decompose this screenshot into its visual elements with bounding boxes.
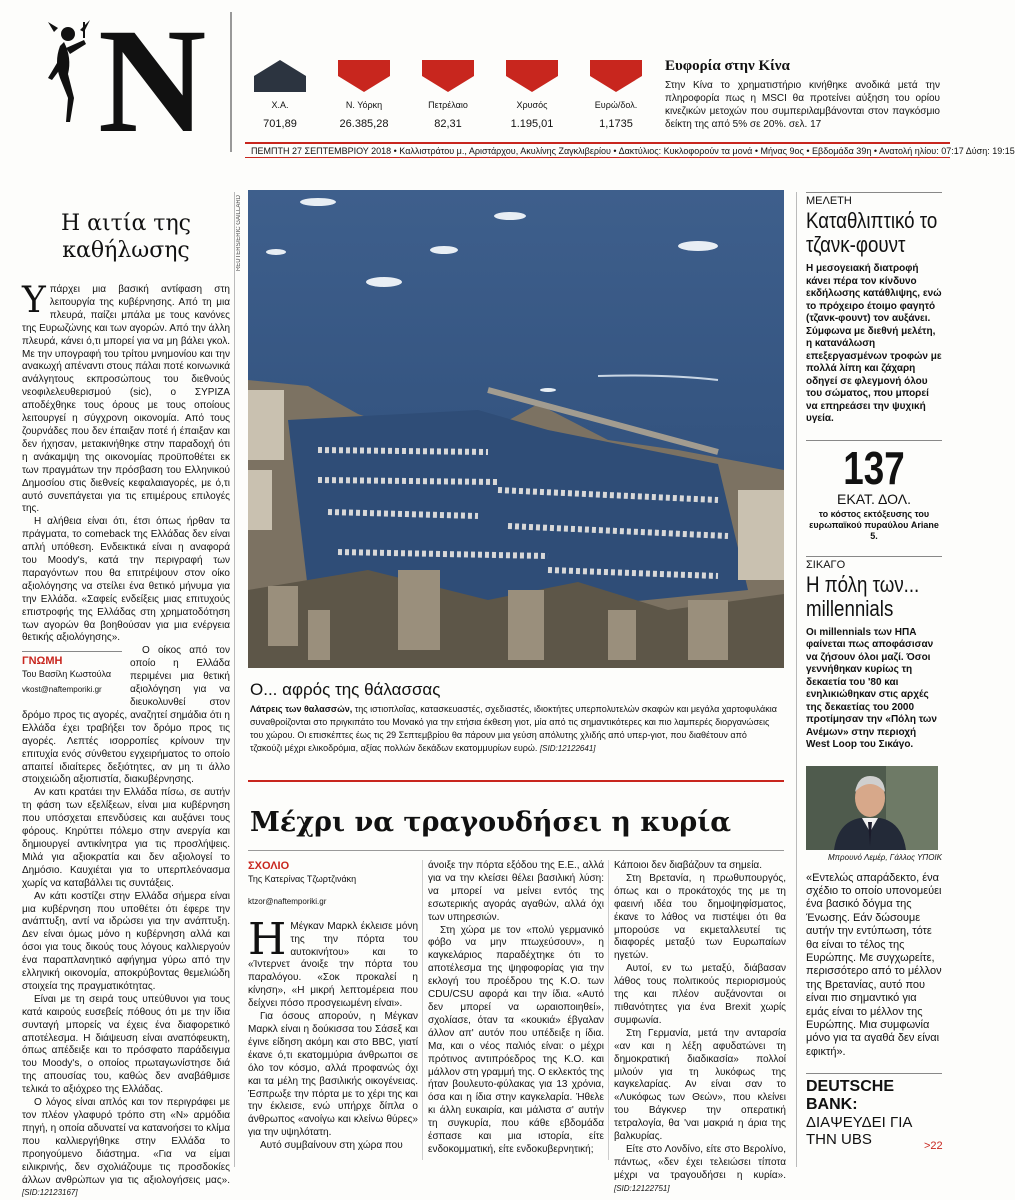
hermes-figure-icon <box>44 18 94 128</box>
brief-kicker: ΣΙΚΑΓΟ <box>806 556 942 571</box>
logo-letter: N <box>98 0 207 164</box>
deutsche-bank-subtitle: ΔΙΑΨΕΥΔΕΙ ΓΙΑ ΤΗΝ UBS <box>806 1114 912 1149</box>
page-reference-link[interactable]: >22 <box>924 1140 943 1152</box>
story-paragraph: Στη Βρετανία, η πρωθυπουργός, όπως και ο προκάτοχός της με τη φαεινή ιδέα του δημοψηφίσματος, έκανε το λάθος να πιστέψει ότι θα μπορούσε να εκμεταλλευτεί τις διαφορές μεταξύ των Ευρωπαίων ηγετών. <box>614 872 786 962</box>
section-divider <box>248 780 784 782</box>
story-id: [SID:12122641] <box>539 744 596 753</box>
story-paragraph: Για όσους απορούν, η Μέγκαν Μαρκλ είναι η δούκισσα του Σάσεξ και έγινε είδηση ακόμη και στο BBC, γιατί έκανε ό,τι εκατομμύρια άνθρωποι σε όλο τον κόσμο, αλλά προφανώς όχι και τα μέλη της βασιλικής οικογένειας. Έσπρωξε την πόρτα με το χέρι της και την έκλεισε, ενώ υπήρχε δίπλα ο άνθρωπος «ανοίγω και κλείνω θύρες» για την υψηλότατη. <box>248 1011 418 1139</box>
drop-cap: Η <box>248 913 287 965</box>
editorial-column <box>22 192 230 1200</box>
ticker-label: Χρυσός <box>516 100 548 110</box>
big-number: 137 <box>843 441 905 494</box>
right-sidebar <box>806 192 942 1148</box>
story-column-2 <box>428 860 604 1157</box>
story-id: [SID:12122751] <box>614 1183 670 1193</box>
ticker-value: 701,89 <box>263 118 297 130</box>
quote-text: «Εντελώς απαράδεκτο, ένα σχέδιο το οποίο υπονομεύει ένα βασικό δόγμα της Ένωσης. Εάν δώσουμε αυτήν την εντύπωση, τότε θα είναι το τέλος της Ευρώπης. Με συγχωρείτε, περισσότερο από το μέλλον της Βρετανίας, αυτό που είναι πιο σημαντικό για εμάς είναι το μέλλον της Ευρώπης. Μια συμφωνία μόνο για τα αγαθά δεν είναι εφικτή». <box>806 871 942 1058</box>
byline <box>22 651 122 697</box>
editorial-paragraph: Η αλήθεια είναι ότι, έτσι όπως ήρθαν τα πράγματα, το comeback της Ελλάδας δεν είναι απλή υπόθεση. Ενδεικτικά είναι η αναφορά του Moody's, κατά την περιγραφή των παραγόντων που θα επιτρέψουν στον οίκο αξιολόγησης να στείλει ένα θετικό μήνυμα για την Ελλάδα. «Σαφείς ενδείξεις μιας επιτυχούς επιστροφής της Ελλάδας στη χρηματοδότηση των αγορών θα βοηθούσαν για μια ενέργεια θετικής αξιολόγησης». <box>22 516 230 644</box>
ticker-item <box>497 60 567 130</box>
masthead <box>40 0 940 164</box>
story-author: Της Κατερίνας Τζωρτζινάκη <box>248 873 357 884</box>
story-paragraph: Μέγκαν Μαρκλ έκλεισε μόνη της την πόρτα του αυτοκινήτου» και το «Ίντερνετ άνοιξε την πόρτα του παραλόγου. «Σοκ προκαλεί η κίνηση», «Η μικρή λεπτομέρεια που δείχνει πόσο προσγειωμένη είναι». <box>248 920 418 1010</box>
story-paragraph: Αυτό συμβαίνουν στη χώρα που <box>260 1140 403 1152</box>
person-portrait-icon <box>806 766 938 850</box>
dateline: ΠΕΜΠΤΗ 27 ΣΕΠΤΕΜΒΡΙΟΥ 2018 • Καλλιστράτου μ., Αριστάρχου, Ακυλίνης Ζαγκλιβερίου • Δακτύλιος: Κυκλοφορούν τα μονά • Μήνας 9ος • Εβδομάδα 39η • Ανατολή ηλίου: 07:17 Δύση: 19:15 <box>245 142 950 158</box>
caption-lead: Λάτρεις των θαλασσών, <box>250 704 353 714</box>
editorial-paragraph: Είναι με τη σειρά τους υπεύθυνοι για τους κατά καιρούς ευσεβείς πόθους ότι με την ίδια συνταγή μπορείς να έχεις ένα διαφορετικό αποτέλεσμα. Η διάψευση είναι αναπόφευκτη, όπως απέδειξε και το πρόσφατο παράδειγμα του Moody's, ο οποίος πρωταγωνίστησε διά της απουσίας του, καθώς δεν αναβάθμισε τελικά το αξιόχρεο της Ελλάδας. <box>22 993 230 1096</box>
ticker-label: Χ.Α. <box>271 100 289 110</box>
story-id: [SID:12123167] <box>22 1188 78 1198</box>
editorial-paragraph: Ο οίκος από τον οποίο η Ελλάδα περιμένει μια θετική αξιολόγηση για να διευκολυνθεί στον δρόμο προς τις αγορές, αναζητεί σημάδια ότι η Ελλάδα έχει τραβήξει τον δρόμο προς τις αγορές. Λεπτές ισορροπίες κρίνουν την επιτυχία ενός σύνθετου εγχειρήματος το οποίο απαιτεί ιδιαίτερες δεξιότητες, αν μη τι άλλο στοιχειώδη αξιοπιστία, διακυβέρνησης. <box>22 645 230 786</box>
portrait-photo <box>806 766 938 850</box>
brief-kicker: ΜΕΛΕΤΗ <box>806 192 942 207</box>
photo-credit: REUTERS/ERIC GAILLARD <box>236 195 242 272</box>
story-column-1 <box>248 860 418 1153</box>
china-text: Στην Κίνα το χρηματιστήριο κινήθηκε ανοδικά μετά την πληροφορία πως η MSCI θα προτείνει αύξηση του ορίου κινεζικών μετοχών που συμπεριλαμβάνονται στον παγκόσμιο δείκτη της από 5% σε 20%. σελ. 17 <box>665 80 940 130</box>
logo-divider <box>230 12 232 152</box>
column-divider <box>422 860 423 1160</box>
story-paragraph: Αυτοί, εν τω μεταξύ, διάβασαν λάθος τους πολιτικούς περιορισμούς της και πλέον αυξάνονται οι πιθανότητες για ένα Brexit χωρίς συμφωνία. <box>614 963 786 1026</box>
number-unit: ΕΚΑΤ. ΔΟΛ. <box>837 490 911 507</box>
column-divider <box>796 192 797 1167</box>
ticker-value: 1.195,01 <box>510 118 554 130</box>
portrait-caption: Μπρουνό Λεμέρ, Γάλλος ΥΠΟΙΚ <box>828 852 942 862</box>
story-paragraph: Είτε στο Λονδίνο, είτε στο Βερολίνο, πάντως, «δεν έχει τελειώσει τίποτα μέχρι να τραγουδήσει η κυρία». <box>614 1143 786 1181</box>
story-column-3 <box>614 860 786 1196</box>
brief-text: Οι millennials των ΗΠΑ φαίνεται πως αποφάσισαν να ζήσουν όλοι μαζί. Όσοι γεννήθηκαν κυρίως τη δεκαετία του '80 και ενηλικιώθηκαν στις αρχές της δεκαετίας του 2000 προτίμησαν την «Πόλη των Ανέμων» στην περιοχή West Loop του Σικάγο. <box>806 626 937 750</box>
photo-title: Ο... αφρός της θάλασσας <box>250 680 441 699</box>
byline-author: Του Βασίλη Κωστούλα <box>22 669 112 680</box>
story-paragraph: Κάποιοι δεν διαβάζουν τα σημεία. <box>614 860 762 871</box>
brief-title: Η πόλη των... millennials <box>806 571 920 621</box>
number-text: το κόστος εκτόξευσης του ευρωπαϊκού πυραύλου Ariane 5. <box>809 508 939 541</box>
story-kicker: ΣΧΟΛΙΟ <box>248 860 290 872</box>
ticker-label: Ευρώ/δολ. <box>594 100 638 110</box>
ticker-value: 82,31 <box>434 118 462 130</box>
main-headline: Μέχρι να τραγουδήσει η κυρία <box>250 807 732 838</box>
ticker-value: 1,1735 <box>599 118 633 130</box>
photo-caption <box>250 703 780 755</box>
china-title: Ευφορία στην Κίνα <box>665 58 790 74</box>
harbor-illustration <box>248 190 784 668</box>
ticker-item <box>329 60 399 130</box>
drop-cap: Υ <box>22 280 46 321</box>
down-arrow-icon <box>338 60 390 92</box>
china-news-box <box>665 58 940 131</box>
column-divider <box>608 860 609 1160</box>
editorial-paragraph: Αν κατι κρατάει την Ελλάδα πίσω, σε αυτήν τη φάση των εξελίξεων, είναι μια κυβέρνηση που υπόσχεται επενδύσεις και αυξάνει τους φόρους. Κηρύττει πόλεμο στην ανεργία και δημιουργεί αντικίνητρα για τις προσλήψεις. Μιλά για αξιοκρατία και δεν αξιολογεί το Δημόσιο. Καυχιέται για το υπερπλεόνασμα χωρίς να καταβάλλει τις συντάξεις. <box>22 787 230 889</box>
market-ticker <box>245 60 665 140</box>
study-brief <box>806 192 942 426</box>
down-arrow-icon <box>506 60 558 92</box>
editorial-paragraph: Ο λόγος είναι απλός και τον περιγράφει με τον πλέον γλαφυρό τρόπο στη «Ν» αρμόδια πηγή, η οποία αδυνατεί να κατανοήσει το κλίμα που καλλιεργήθηκε στην Ελλάδα το προηγούμενο διάστημα. «Για να είμαι ειλικρινής, δεν σχολιάζουμε τις προσδοκίες άλλων ανθρώπων για τις αξιολογήσεις μας». <box>22 1097 230 1186</box>
headline-divider <box>248 850 784 851</box>
down-arrow-icon <box>422 60 474 92</box>
ticker-item <box>581 60 651 130</box>
ticker-item <box>245 60 315 130</box>
chicago-brief <box>806 556 942 752</box>
ticker-label: Ν. Υόρκη <box>345 100 383 110</box>
deutsche-bank-title: DEUTSCHE BANK: <box>806 1073 942 1114</box>
down-arrow-icon <box>590 60 642 92</box>
editorial-body <box>22 280 230 1200</box>
ticker-label: Πετρέλαιο <box>428 100 468 110</box>
byline-kicker: ΓΝΩΜΗ <box>22 655 63 668</box>
ticker-value: 26.385,28 <box>339 118 389 130</box>
story-paragraph: Στη Γερμανία, μετά την ανταρσία «αν και η λέξη αφυδατώνει τη δημοκρατική διαδικασία» πολλοί μιλούν για τη λυκόφως της καγκελαρίας. Αν είναι σαν το «Λυκόφως των Θεών», που κλείνει του Βάγκνερ την οπερατική τετραλογία, θα 'ναι μακριά η άρια της βαλκυρίας. <box>614 1027 786 1143</box>
monaco-harbor-photo <box>248 190 784 668</box>
editorial-title: Η αιτία της καθήλωσης <box>61 211 191 263</box>
up-arrow-icon <box>254 60 306 92</box>
brief-title: Καταθλιπτικό το τζανκ-φουντ <box>806 208 938 257</box>
caption-text: της ιστιοπλοΐας, κατασκευαστές, σχεδιαστές, ιδιοκτήτες υπερπολυτελών σκαφών και μεγάλα χαρτοφυλάκια συναθροίζονται στο πριγκιπάτο του Μονακό για την ετήσια έκθεση γιοτ, μία από τις σημαντικότερες και πιο λαμπερές διοργανώσεις του χώρου. Οι επισκέπτες έως τις 29 Σεπτεμβρίου θα πάρουν μια γεύση απόλυτης χλιδής από υπερ-γιοτ, που διαθέτουν από τζακούζι μέχρι ελικοδρόμια, αξίας πολλών δεκάδων εκατομμυρίων ευρώ. <box>250 704 777 753</box>
number-box <box>806 440 942 542</box>
story-paragraph: Στη χώρα με τον «πολύ γερμανικό φόβο να μην πτωχεύσουν», η καγκελάριος παραδέχτηκε ότι το αποτέλεσμα της ψηφοφορίας για την εκλογή του προέδρου της Κ.Ο. των CDU/CSU αφορά και την ίδια. «Αυτό δεν μπορεί να ωραιοποιηθεί», σχολίασε, όταν τα «κουκιά» έβγαλαν άλλον απ' αυτόν που υπέδειξε η ίδια. Μα, και ο νέος παλιός είναι: ο μέχρι πρότινος αντιπρόεδρος της Κ.Ο. και μάλλον στη γραμμή της. Ο εκλεκτός της ήταν βουλευτο-φύλακας για 13 χρόνια, όσα και η ίδια στην καγκελαρία. Ήθελε κι άλλη ευκαιρία, και μάλιστα σ' αυτήν τη συγκυρία, που κάθε εβδομάδα έσπασε και μια ιστορία, είτε ενδοκομματική, είτε ενδοκυβερνητική; <box>428 924 604 1155</box>
story-paragraph: άνοιξε την πόρτα εξόδου της Ε.Ε., αλλά για να την κλείσει θέλει βασιλική λύση: να μπορεί να μείνει εντός της εσωτερικής αγοράς αγαθών, αλλά όχι των υπηρεσιών. <box>428 860 604 923</box>
story-email[interactable]: ktzor@naftemporiki.gr <box>248 896 327 906</box>
brief-text: Η μεσογειακή διατροφή κάνει πέρα τον κίνδυνο εκδήλωσης κατάθλιψης, ενώ το πρόχειρο έτοιμο φαγητό (τζανκ-φουντ) τον αυξάνει. Σύμφωνα με διεθνή μελέτη, η κατανάλωση επεξεργασμένων τροφών με πολλά λίπη και ζάχαρη οδηγεί σε φλεγμονή όλου του σώματος, που μπορεί να επηρεάσει την ψυχική υγεία. <box>806 263 942 424</box>
byline-email[interactable]: vkost@naftemporiki.gr <box>22 685 102 695</box>
editorial-paragraph: Αν κάτι κοστίζει στην Ελλάδα σήμερα είναι μια κυβέρνηση που υποθέτει ότι έφερε την ανάπτυξη, αντί να ιδρώσει για την ανάπτυξη. Δεν είναι όμως μόνο η κυβέρνηση αλλά και όσοι για τους δικούς τους λόγους καλλιεργούν ένα παραπλανητικό αφήγημα γύρω από την ελληνική οικονομία, αποκρύβοντας θεμελιώδη στοιχεία της πραγματικότητας. <box>22 890 230 992</box>
column-divider <box>234 192 235 1167</box>
ticker-item <box>413 60 483 130</box>
editorial-paragraph: πάρχει μια βασική αντίφαση στη λειτουργία της κυβέρνησης. Από τη μια πλευρά, παίζει μπάλα με τους κανόνες της Ευρωζώνης και των αγορών. Από την άλλη πλευρά, κάνει ό,τι μπορεί για να μη βάλει γκολ. Με την υπογραφή του τρίτου μνημονίου και την ανακωχή απέναντι στους πάλαι ποτέ κοινωνικά ανάλγητους εκπροσώπους του διεθνούς νεοφιλελευθερισμού (sic), ο ΣΥΡΙΖΑ αποδέχθηκε τους όρους με τους οποίους λειτουργεί η σύγχρονη οικονομία. Από τους ζουρνάδες που δεν έπαιξαν ποτέ ή έπαιξαν και δεν ήχησαν, μετακινήθηκε στην παραδοχή ότι η ανάκαμψη της οικονομίας προϋποθέτει εκ των πραγμάτων την πρόσβαση του Ελληνικού Δημοσίου στις διεθνείς κεφαλαιαγορές, με ό,τι αυτό συνεπάγεται για τις επιμέρους επιλογές της. <box>22 284 230 515</box>
